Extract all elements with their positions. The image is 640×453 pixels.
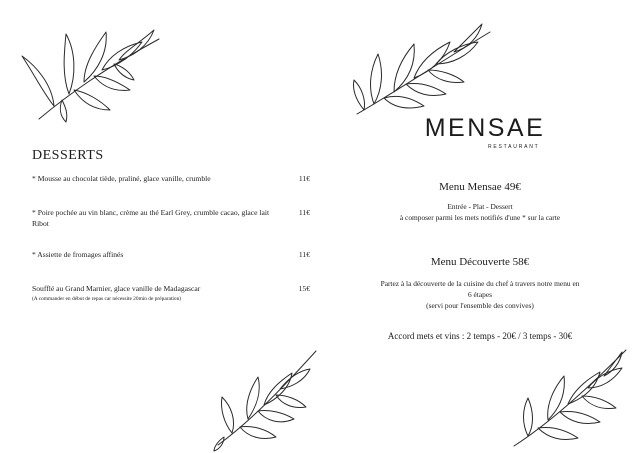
dessert-price: 11€ bbox=[298, 174, 310, 183]
restaurant-logo bbox=[410, 114, 560, 150]
leaf-branch-icon bbox=[210, 345, 320, 453]
menu-decouverte-line: Partez à la découverte de la cuisine du chef à travers notre menu en bbox=[380, 279, 580, 288]
menu-mensae-title: Menu Mensae 49€ bbox=[439, 181, 521, 193]
leaf-branch-icon bbox=[508, 342, 632, 452]
brand-name: MENSAE bbox=[424, 114, 546, 142]
dessert-price: 11€ bbox=[298, 208, 310, 217]
dessert-item bbox=[32, 283, 314, 303]
dessert-item bbox=[32, 207, 314, 229]
dessert-item bbox=[32, 173, 314, 184]
desserts-title: DESSERTS bbox=[32, 148, 104, 163]
brand-subtitle: RESTAURANT bbox=[488, 144, 540, 150]
menu-decouverte-title: Menu Découverte 58€ bbox=[430, 256, 530, 268]
dessert-note: (A commander en début de repas car nécessite 20min de préparation) bbox=[32, 296, 182, 302]
leaf-branch-icon bbox=[14, 14, 164, 124]
leaf-branch-icon bbox=[342, 14, 492, 124]
menu-decouverte-line: 6 étapes bbox=[467, 290, 492, 299]
menu-mensae-line: Entrée - Plat - Dessert bbox=[447, 202, 513, 211]
dessert-item bbox=[32, 249, 314, 260]
menu-decouverte-line: (servi pour l'ensemble des convives) bbox=[426, 301, 534, 310]
dessert-price: 15€ bbox=[298, 284, 310, 293]
dessert-name: * Poire pochée au vin blanc, crème au thé Earl Grey, crumble cacao, glace lait Ribot bbox=[32, 208, 270, 228]
dessert-name: Soufflé au Grand Marnier, glace vanille de Madagascar bbox=[32, 284, 201, 293]
dessert-name: * Assiette de fromages affinés bbox=[32, 250, 124, 259]
wine-pairing: Accord mets et vins : 2 temps - 20€ / 3 temps - 30€ bbox=[387, 331, 573, 341]
right-page bbox=[320, 0, 640, 453]
dessert-name: * Mousse au chocolat tiède, praliné, glace vanille, crumble bbox=[32, 174, 211, 183]
dessert-price: 11€ bbox=[298, 250, 310, 259]
menu-mensae-line: à composer parmi les mets notifiés d'une * sur la carte bbox=[399, 213, 561, 222]
